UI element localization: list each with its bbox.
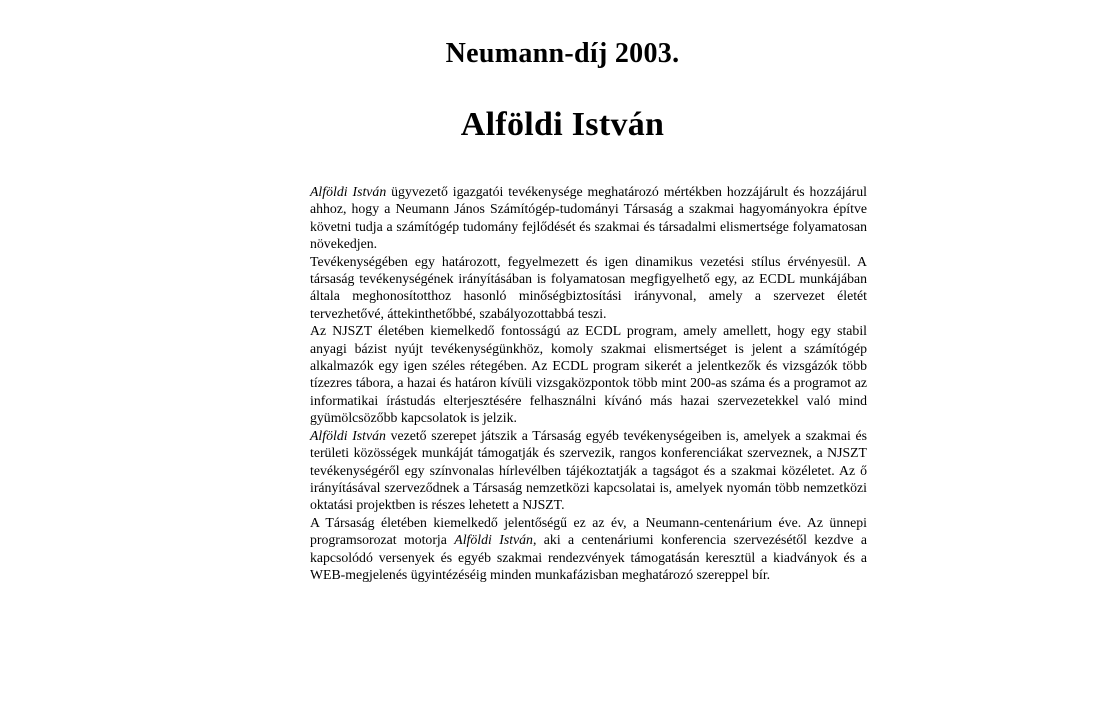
person-name-italic: Alföldi István bbox=[454, 532, 533, 548]
article-body bbox=[310, 183, 867, 583]
document-title: Neumann-díj 2003. bbox=[445, 38, 680, 69]
paragraph-text: ügyvezető igazgatói tevékenysége meghatározó mértékben hozzájárult és hozzájárul ahhoz, hogy a Neumann János Számítógép-tudományi Társaság a szakmai hagyományokra építve követni tudja a számítógép tudomány fejlődését és szakmai és társadalmi elismertsége folyamatosan növekedjen. bbox=[310, 184, 867, 252]
paragraph bbox=[310, 322, 867, 426]
paragraph-text: vezető szerepet játszik a Társaság egyéb tevékenységeiben is, amelyek a szakmai és területi közösségek munkáját támogatják és szervezik, rangos konferenciákat szerveznek, a NJSZT tevékenységéről egy színvonalas hírlevélben tájékoztatják a tagságot és a szakmai közéletet. Az ő irányításával szerveződnek a Társaság nemzetközi kapcsolatai is, amelyek nyomán több nemzetközi oktatási projektben is részes lehetett a NJSZT. bbox=[310, 427, 867, 513]
paragraph bbox=[310, 253, 867, 323]
paragraph bbox=[310, 514, 867, 584]
award-recipient-name: Alföldi István bbox=[460, 106, 665, 143]
paragraph-text: Tevékenységében egy határozott, fegyelmezett és igen dinamikus vezetési stílus érvényesül. A társaság tevékenységének irányításában is folyamatosan megfigyelhető egy, az ECDL munkájában általa meghonosítotthoz hasonló minőségbiztosítási irányvonal, amely a szervezet életét tervezhetővé, áttekinthetőbbé, szabályozottabbá teszi. bbox=[310, 253, 867, 321]
paragraph-text: Az NJSZT életében kiemelkedő fontosságú az ECDL program, amely amellett, hogy egy stabil anyagi bázist nyújt tevékenységünkhöz, komoly szakmai elismertséget is jelent a számítógép alkalmazók egy igen széles rétegében. Az ECDL program sikerét a jelentkezők és vizsgázók több tízezres tábora, a hazai és határon kívüli vizsgaközpontok több mint 200-as száma és a programot az informatikai írástudás elterjesztésére felhasználni kívánó más hazai szervezetekkel való mind gyümölcsözőbb kapcsolatok is jelzik. bbox=[310, 323, 867, 426]
paragraph-text: A Társaság életében kiemelkedő jelentőségű ez az év, a Neumann-centenárium éve. Az ünnepi programsorozat motorja bbox=[310, 514, 867, 548]
paragraph bbox=[310, 183, 867, 253]
person-name-italic: Alföldi István bbox=[310, 427, 386, 443]
paragraph bbox=[310, 427, 867, 514]
paragraph-text: , aki a centenáriumi konferencia szervezésétől kezdve a kapcsolódó versenyek és egyéb szakmai rendezvények támogatásán keresztül a kiadványok és a WEB-megjelenés ügyintézéséig minden munkafázisban meghatározó szereppel bír. bbox=[310, 532, 867, 582]
person-name-italic: Alföldi István bbox=[310, 184, 387, 199]
